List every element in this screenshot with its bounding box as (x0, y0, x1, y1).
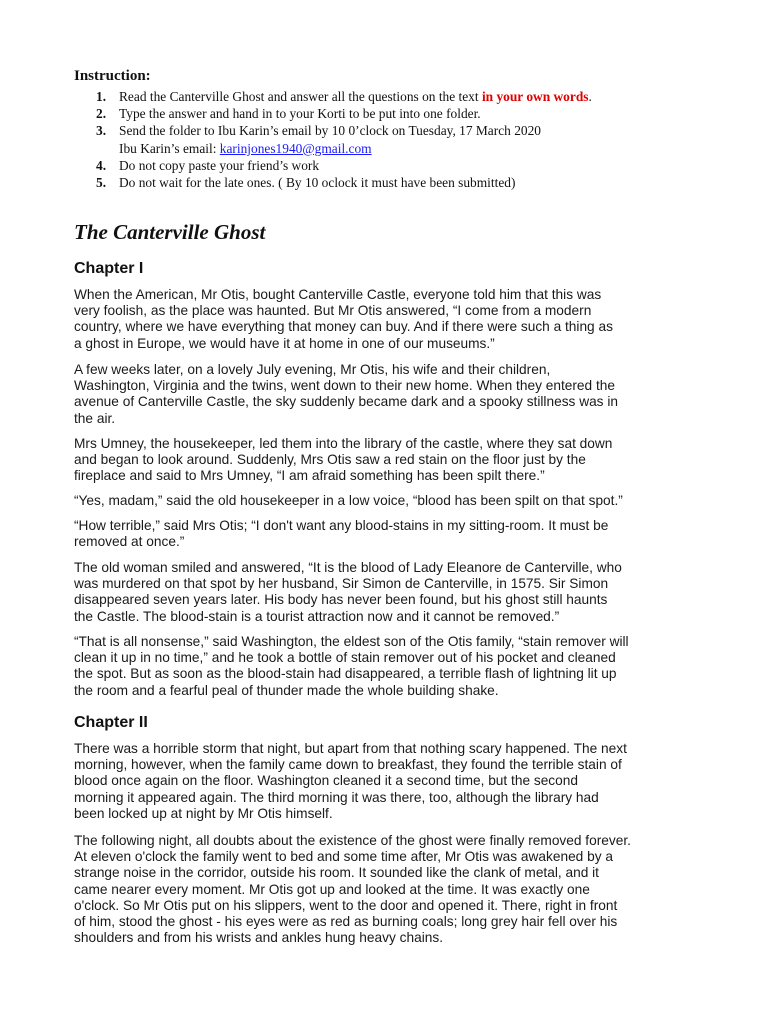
text-line: Mrs Umney, the housekeeper, led them into the library of the castle, where they sat down (74, 436, 613, 451)
text-line: The old woman smiled and answered, “It is the blood of Lady Eleanore de Canterville, who (74, 560, 622, 575)
text-line: strange noise in the corridor, outside his room. It sounded like the clank of metal, and it (74, 865, 599, 881)
item-number: 4. (96, 157, 107, 173)
text-line: “That is all nonsense,” said Washington, the eldest son of the Otis family, “stain remover will (74, 634, 629, 649)
paragraph (74, 362, 694, 427)
text-line: and began to look around. Suddenly, Mrs Otis saw a red stain on the floor just by the (74, 452, 586, 468)
text-line: blood once again on the floor. Washington cleaned it a second time, but the second (74, 773, 578, 789)
text-line: “Yes, madam,” said the old housekeeper in a low voice, “blood has been spilt on that spot.” (74, 493, 623, 508)
text-line: the air. (74, 410, 116, 426)
instruction-list (96, 88, 592, 191)
text-line: There was a horrible storm that night, but apart from that nothing scary happened. The next (74, 741, 627, 756)
text-line: o'clock. So Mr Otis put on his slippers, went to the door and opened it. There, right in front (74, 897, 618, 913)
text-line: clean it up in no time,” and he took a bottle of stain remover out of his pocket and cleaned (74, 650, 616, 666)
text-line: country, where we have everything that money can buy. And if there were such a thing as (74, 319, 613, 335)
paragraph (74, 518, 694, 550)
paragraph (74, 741, 694, 822)
text-line: morning it appeared again. The third morning it was there, too, although the library had (74, 789, 599, 805)
text-line: The following night, all doubts about the existence of the ghost were finally removed forever. (74, 833, 631, 848)
text-line: “How terrible,” said Mrs Otis; “I don't want any blood-stains in my sitting-room. It must be (74, 518, 609, 533)
text-line: A few weeks later, on a lovely July evening, Mr Otis, his wife and their children, (74, 362, 551, 377)
instruction-item (96, 88, 592, 105)
item-text: Type the answer and hand in to your Korti to be put into one folder. (119, 106, 481, 122)
item-number: 1. (96, 89, 107, 104)
item-text: Do not wait for the late ones. ( By 10 oclock it must have been submitted) (119, 175, 516, 191)
text-line: morning, however, when the family came down to breakfast, they found the terrible stain of (74, 757, 622, 773)
chapter-2-heading: Chapter II (74, 714, 148, 731)
paragraph (74, 833, 694, 946)
instruction-item (96, 105, 592, 122)
paragraph (74, 634, 694, 699)
instruction-heading: Instruction: (74, 68, 151, 84)
text-line: the Castle. The blood-stain is a tourist attraction now and it cannot be removed.” (74, 608, 560, 624)
instruction-item (96, 157, 592, 174)
text-line: came nearer every moment. Mr Otis got up and looked at the time. It was exactly one (74, 881, 590, 897)
text-line: At eleven o'clock the family went to bed and some time after, Mr Otis was awakened by a (74, 849, 613, 865)
text-line: of him, stood the ghost - his eyes were as red as burning coals; long grey hair fell over his (74, 914, 618, 930)
item-number: 5. (96, 175, 107, 191)
email-link[interactable]: karinjones1940@gmail.com (219, 140, 372, 156)
text-line: removed at once.” (74, 534, 185, 550)
story-title: The Canterville Ghost (74, 220, 266, 244)
text-line: was murdered on that spot by her husband, Sir Simon de Canterville, in 1575. Sir Simon (74, 576, 609, 592)
text-line: fireplace and said to Mrs Umney, “I am afraid something has been spilt there.” (74, 468, 545, 484)
item-text: Do not copy paste your friend’s work (119, 157, 320, 173)
text-line: the spot. But as soon as the blood-stain had disappeared, a terrible flash of lightning lit up (74, 666, 617, 682)
text-line: When the American, Mr Otis, bought Canterville Castle, everyone told him that this was (74, 287, 602, 302)
item-text: Send the folder to Ibu Karin’s email by 10 0’clock on Tuesday, 17 March 2020 (119, 123, 541, 139)
text-line: shoulders and from his wrists and ankles hung heavy chains. (74, 930, 444, 946)
email-prefix: Ibu Karin’s email: (119, 140, 220, 156)
item-text: Read the Canterville Ghost and answer all the questions on the text (119, 89, 482, 104)
text-line: disappeared seven years later. His body has never been found, but his ghost still haunts (74, 592, 608, 608)
paragraph (74, 287, 694, 352)
instruction-item (96, 174, 592, 191)
paragraph (74, 493, 694, 509)
paragraph (74, 436, 694, 485)
chapter-1-heading: Chapter I (74, 260, 144, 277)
item-number: 2. (96, 106, 107, 122)
item-text-end: . (588, 89, 592, 104)
text-line: avenue of Canterville Castle, the sky suddenly became dark and a spooky stillness was in (74, 394, 618, 410)
text-line: been locked up at night by Mr Otis himself. (74, 805, 333, 821)
text-line: Washington, Virginia and the twins, went down to their new home. When they entered the (74, 378, 615, 394)
item-number: 3. (96, 123, 107, 139)
instruction-item (96, 122, 592, 156)
paragraph (74, 560, 694, 625)
text-line: a ghost in Europe, we would have it at home in one of our museums.” (74, 335, 495, 351)
text-line: the room and a fearful peal of thunder made the whole building shake. (74, 682, 499, 698)
text-line: very foolish, as the place was haunted. But Mr Otis answered, “I come from a modern (74, 303, 592, 319)
emphasis-text: in your own words (481, 89, 589, 104)
